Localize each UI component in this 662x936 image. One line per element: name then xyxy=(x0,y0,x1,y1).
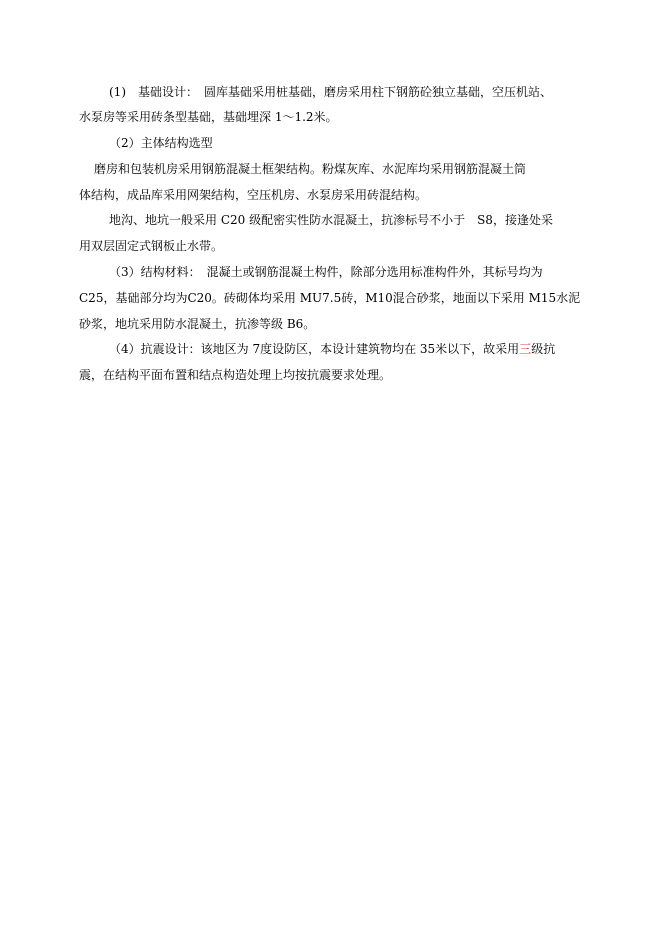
paragraph-materials-line-1: （3）结构材料： 混凝土或钢筋混凝土构件，除部分选用标准构件外，其标号均为 xyxy=(109,265,543,279)
paragraph-trench-line-1: 地沟、地坑一般采用 C20 级配密实性防水混凝土，抗渗标号不小于 S8，接逢处采 xyxy=(109,213,553,227)
paragraph-materials-line-3: 砂浆，地坑采用防水混凝土，抗渗等级 B6。 xyxy=(79,317,316,331)
paragraph-foundation-line-1: (1) 基础设计： 圆库基础采用桩基础，磨房采用柱下钢筋砼独立基础，空压机站、 xyxy=(109,85,553,99)
paragraph-trench-line-2: 用双层固定式钢板止水带。 xyxy=(79,239,224,253)
paragraph-structure-line-2: 体结构，成品库采用网架结构，空压机房、水泵房采用砖混结构。 xyxy=(79,188,428,202)
paragraph-seismic-line-2: 震，在结构平面布置和结点构造处理上均按抗震要求处理。 xyxy=(79,368,392,382)
paragraph-seismic-line-1 xyxy=(109,341,555,357)
paragraph-foundation-line-2: 水泵房等采用砖条型基础，基础埋深 1～1.2米。 xyxy=(79,110,338,124)
seismic-text-after: 级抗 xyxy=(531,342,556,356)
section-heading-structure: （2）主体结构选型 xyxy=(109,136,213,150)
paragraph-structure-line-1: 磨房和包装机房采用钢筋混凝土框架结构。粉煤灰库、水泥库均采用钢筋混凝土筒 xyxy=(94,162,527,176)
seismic-text-before: （4）抗震设计：该地区为 7度设防区，本设计建筑物均在 35米以下，故采用 xyxy=(109,342,520,356)
seismic-grade-highlight: 三 xyxy=(519,342,532,356)
paragraph-materials-line-2: C25，基础部分均为C20。砖砌体均采用 MU7.5砖，M10混合砂浆，地面以下采用 M15水泥 xyxy=(79,291,581,305)
